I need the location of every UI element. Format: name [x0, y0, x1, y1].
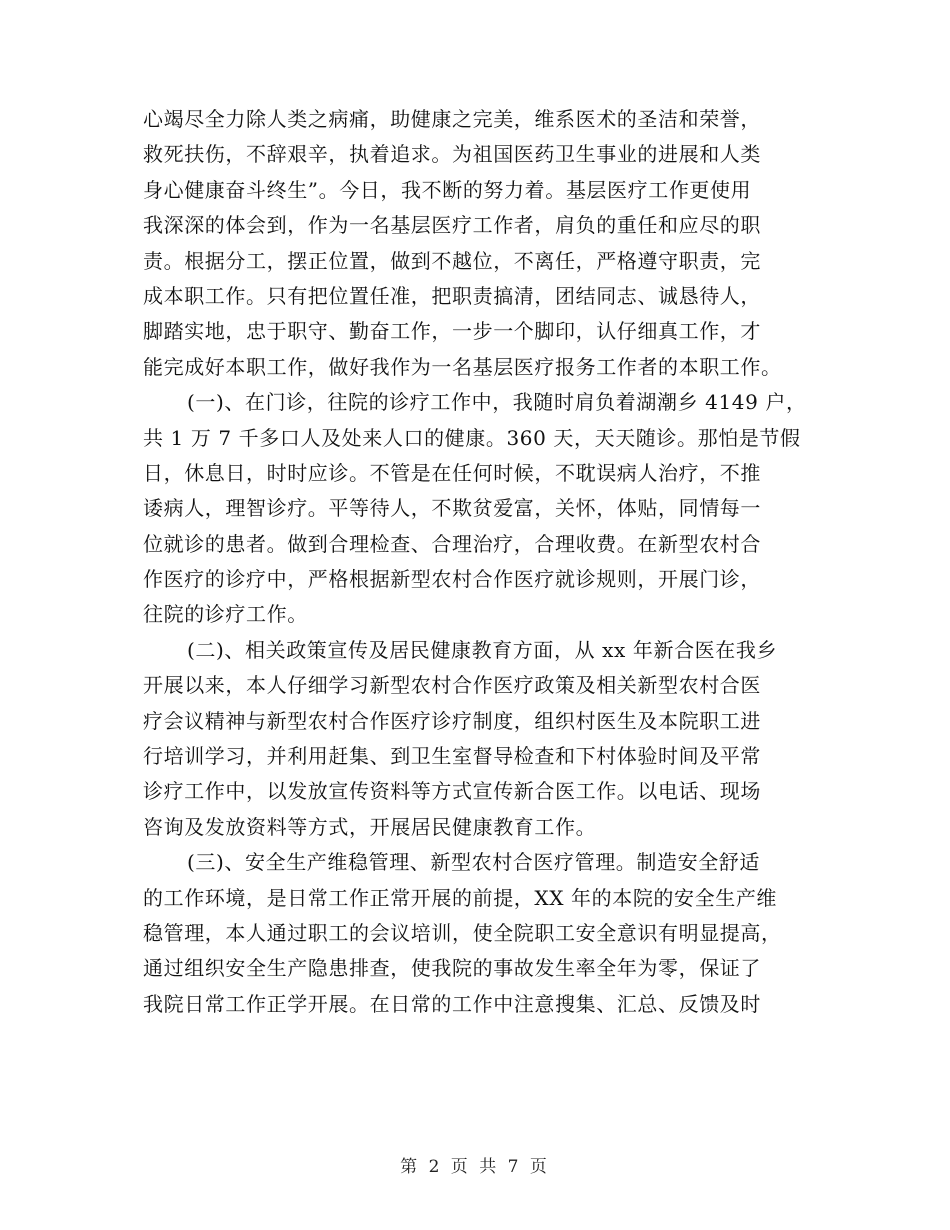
text-line: 我院日常工作正学开展。在日常的工作中注意搜集、汇总、反馈及时: [143, 991, 761, 1016]
text-line: 诿病人，理智诊疗。平等待人，不欺贫爱富，关怀，体贴，同情每一: [143, 496, 761, 521]
text-line: 位就诊的患者。做到合理检查、合理治疗，合理收费。在新型农村合: [143, 531, 761, 556]
text-line: 脚踏实地，忠于职守、勤奋工作，一步一个脚印，认仔细真工作，才: [143, 319, 761, 344]
page-number-footer: 第 2 页 共 7 页: [400, 1157, 550, 1177]
text-line: 稳管理，本人通过职工的会议培训，使全院职工安全意识有明显提高，: [143, 920, 782, 945]
text-line: 共 1 万 7 千多口人及处来人口的健康。360 天，天天随诊。那怕是节假: [143, 425, 801, 450]
text-line: 日，休息日，时时应诊。不管是在任何时候，不耽误病人治疗，不推: [143, 460, 761, 485]
paragraph-2-first-line: (二)、相关政策宣传及居民健康教育方面，从 xx 年新合医在我乡: [187, 637, 778, 662]
text-line: 的工作环境，是日常工作正常开展的前提，XX 年的本院的安全生产维: [143, 885, 778, 910]
text-line: 诊疗工作中，以发放宣传资料等方式宣传新合医工作。以电话、现场: [143, 779, 761, 804]
text-line: 能完成好本职工作，做好我作为一名基层医疗报务工作者的本职工作。: [143, 354, 782, 379]
text-line: 通过组织安全生产隐患排查，使我院的事故发生率全年为零，保证了: [143, 956, 761, 981]
text-line: 我深深的体会到，作为一名基层医疗工作者，肩负的重任和应尽的职: [143, 213, 761, 238]
text-line: 身心健康奋斗终生”。今日，我不断的努力着。基层医疗工作更使用: [143, 177, 752, 202]
text-line: 咨询及发放资料等方式，开展居民健康教育工作。: [143, 814, 597, 839]
paragraph-3-first-line: (三)、安全生产维稳管理、新型农村合医疗管理。制造安全舒适: [187, 850, 761, 875]
text-line: 开展以来，本人仔细学习新型农村合作医疗政策及相关新型农村合医: [143, 673, 761, 698]
text-line: 往院的诊疗工作。: [143, 602, 308, 627]
text-line: 疗会议精神与新型农村合作医疗诊疗制度，组织村医生及本院职工进: [143, 708, 761, 733]
paragraph-1-first-line: (一)、在门诊，往院的诊疗工作中，我随时肩负着湖潮乡 4149 户，: [187, 390, 807, 415]
text-line: 成本职工作。只有把位置任准，把职责搞清，团结同志、诚恳待人，: [143, 283, 761, 308]
text-line: 行培训学习，并利用赶集、到卫生室督导检查和下村体验时间及平常: [143, 744, 761, 769]
text-line: 救死扶伤，不辞艰辛，执着追求。为祖国医药卫生事业的进展和人类: [143, 142, 761, 167]
text-line: 心竭尽全力除人类之病痛，助健康之完美，维系医术的圣洁和荣誉，: [143, 107, 761, 131]
document-body: [143, 102, 823, 1022]
text-line: 作医疗的诊疗中，严格根据新型农村合作医疗就诊规则，开展门诊，: [143, 567, 761, 592]
text-line: 责。根据分工，摆正位置，做到不越位，不离任，严格遵守职责，完: [143, 248, 761, 273]
